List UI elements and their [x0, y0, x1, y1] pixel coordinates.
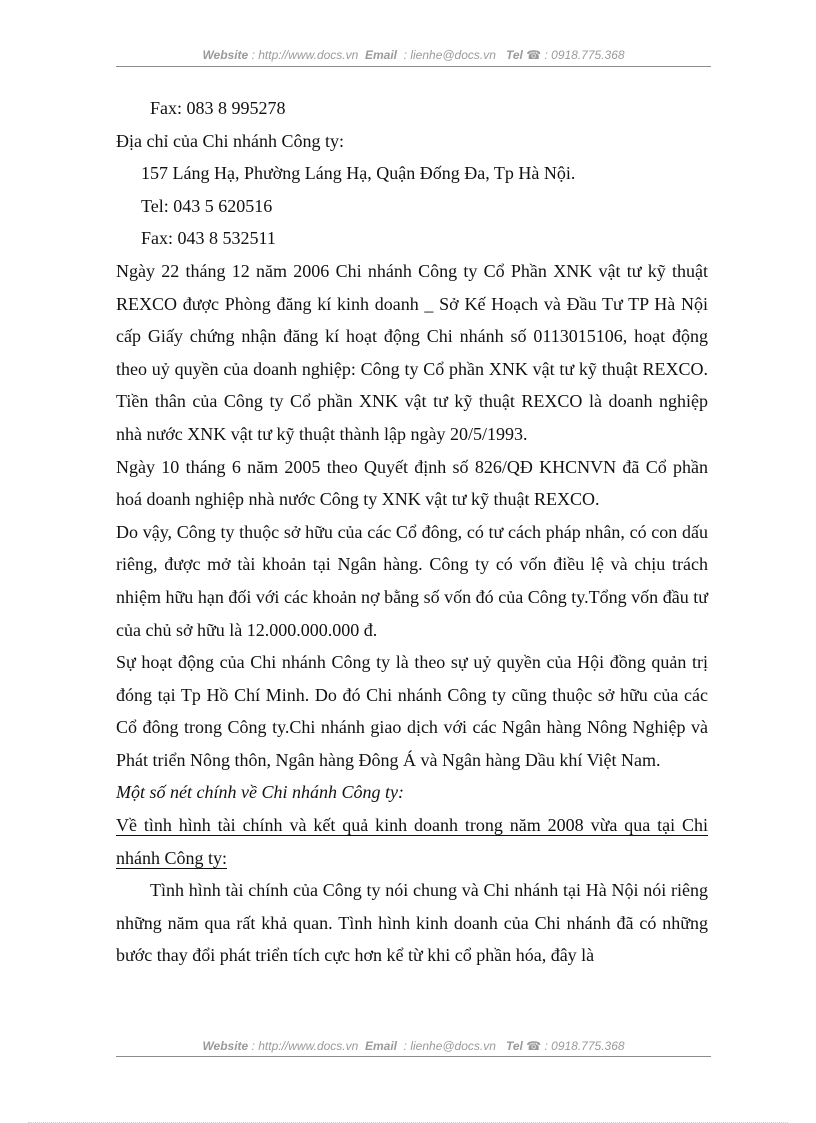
italic-section-heading: Một số nét chính về Chi nhánh Công ty: — [116, 782, 404, 803]
header-website-link[interactable]: http://www.docs.vn — [258, 48, 359, 62]
fax-line-1: Fax: 083 8 995278 — [150, 98, 286, 118]
footer-email-label: Email — [364, 1039, 397, 1053]
footer-email-link[interactable]: lienhe@docs.vn — [410, 1039, 496, 1053]
branch-address: 157 Láng Hạ, Phường Láng Hạ, Quận Đống Đa, Tp Hà Nội. — [141, 163, 576, 184]
footer-website-sep: : — [248, 1039, 259, 1053]
page-footer — [116, 1039, 711, 1053]
underlined-section-heading: Về tình hình tài chính và kết quả kinh doanh trong năm 2008 vừa qua tại Chi nhánh Công ty: — [116, 815, 708, 868]
header-email-label: Email — [364, 48, 397, 62]
header-tel-value: : 0918.775.368 — [541, 48, 625, 62]
document-body — [116, 92, 708, 972]
footer-website-label: Website — [202, 1039, 249, 1053]
phone-icon: ☎ — [526, 48, 542, 62]
header-tel-label: Tel — [505, 48, 523, 62]
page-header — [116, 48, 711, 62]
phone-icon: ☎ — [526, 1039, 542, 1053]
header-email-sep: : — [400, 48, 411, 62]
branch-address-label: Địa chỉ của Chi nhánh Công ty: — [116, 130, 344, 151]
footer-email-sep: : — [400, 1039, 411, 1053]
paragraph-5: Tình hình tài chính của Công ty nói chung và Chi nhánh tại Hà Nội nói riêng những năm qua rất khả quan. Tình hình kinh doanh của Chi nhánh đã có những bước thay đổi phát triển tích cực hơn kể từ khi cổ phần hóa, đây là — [116, 880, 708, 966]
header-divider — [116, 66, 711, 67]
header-email-link[interactable]: lienhe@docs.vn — [410, 48, 496, 62]
tel-line-2: Tel: 043 5 620516 — [141, 195, 273, 216]
fax-line-2: Fax: 043 8 532511 — [141, 228, 276, 249]
footer-tel-value: : 0918.775.368 — [541, 1039, 625, 1053]
paragraph-1: Ngày 22 tháng 12 năm 2006 Chi nhánh Công ty Cổ Phần XNK vật tư kỹ thuật REXCO được Phòng đăng kí kinh doanh _ Sở Kế Hoạch và Đầu Tư TP Hà Nội cấp Giấy chứng nhận đăng kí hoạt động Chi nhánh số 0113015106, hoạt động theo uỷ quyền của doanh nghiệp: Công ty Cổ phần XNK vật tư kỹ thuật REXCO. Tiền thân của Công ty Cổ phần XNK vật tư kỹ thuật REXCO là doanh nghiệp nhà nước XNK vật tư kỹ thuật thành lập ngày 20/5/1993. — [116, 260, 708, 444]
paragraph-2: Ngày 10 tháng 6 năm 2005 theo Quyết định số 826/QĐ KHCNVN đã Cổ phần hoá doanh nghiệp nhà nước Công ty XNK vật tư kỹ thuật REXCO. — [116, 456, 708, 510]
footer-divider — [116, 1056, 711, 1057]
footer-website-link[interactable]: http://www.docs.vn — [258, 1039, 359, 1053]
header-website-sep: : — [248, 48, 259, 62]
footer-tel-label: Tel — [505, 1039, 523, 1053]
paragraph-3: Do vậy, Công ty thuộc sở hữu của các Cổ đông, có tư cách pháp nhân, có con dấu riêng, được mở tài khoản tại Ngân hàng. Công ty có vốn điều lệ và chịu trách nhiệm hữu hạn đối với các khoản nợ bằng số vốn đó của Công ty.Tổng vốn đầu tư của chủ sở hữu là 12.000.000.000 đ. — [116, 521, 708, 640]
underlined-section-heading-wrap — [116, 809, 708, 874]
header-website-label: Website — [202, 48, 249, 62]
paragraph-4: Sự hoạt động của Chi nhánh Công ty là theo sự uỷ quyền của Hội đồng quản trị đóng tại Tp Hồ Chí Minh. Do đó Chi nhánh Công ty cũng thuộc sở hữu của các Cổ đông trong Công ty.Chi nhánh giao dịch với các Ngân hàng Nông Nghiệp và Phát triển Nông thôn, Ngân hàng Đông Á và Ngân hàng Dầu khí Việt Nam. — [116, 652, 708, 770]
